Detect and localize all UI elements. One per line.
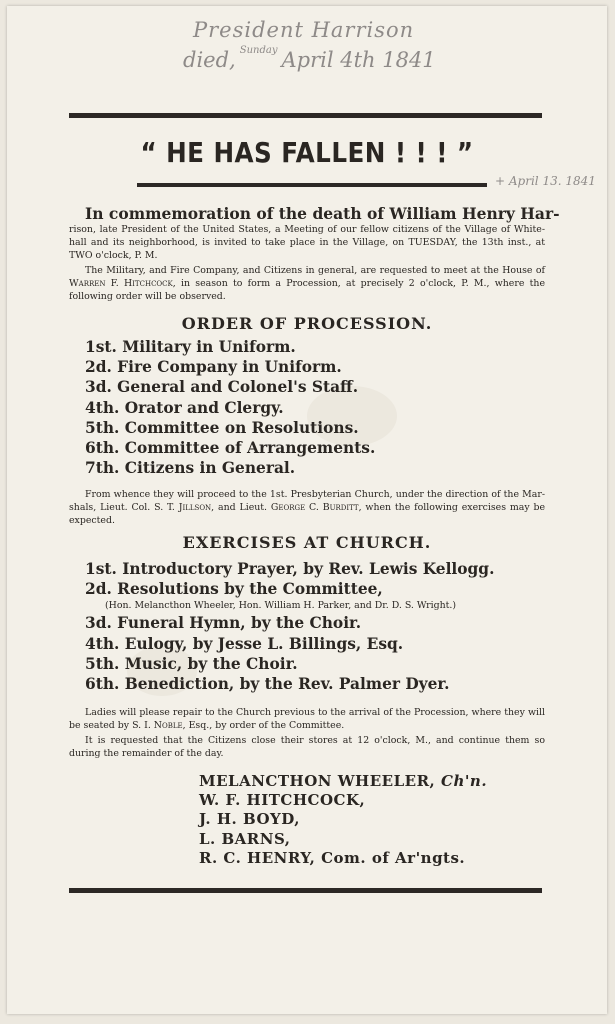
list-item: 1st. Military in Uniform. — [85, 338, 296, 356]
broadside-sheet — [7, 6, 607, 1014]
list-item: 4th. Orator and Clergy. — [85, 398, 284, 417]
church-direction-paragraph: From whence they will proceed to the 1st. Presbyterian Church, under the direction of the Mar-shals, Lieut. Col. S. T. Jillson, and Lieut. George C. Burditt, when the following exercises may be expected. — [69, 489, 546, 526]
list-item: 2d. Fire Company in Uniform. — [85, 358, 342, 377]
signer: R. C. HENRY, Com. of Ar'ngts. — [199, 848, 466, 867]
list-item: 5th. Committee on Resolutions. — [85, 418, 359, 437]
signer: W. F. HITCHCOCK, — [199, 791, 366, 810]
intro-heading: In commemoration of the death of William Henry Har- — [85, 204, 560, 223]
stores-notice: It is requested that the Citizens close their stores at 12 o'clock, M., and continue them so during the remainder of the day. — [69, 735, 545, 759]
intro-paragraph: rison, late President of the United States, a Meeting of our fellow citizens of the Village of White-hall and its neighborhood, is invited to take place in the Village, on TUESDAY, the 13th inst., at TWO o'clock, P. M. — [69, 224, 545, 261]
list-item: 3d. General and Colonel's Staff. — [85, 378, 359, 397]
procession-list — [85, 337, 565, 478]
list-item: 6th. Committee of Arrangements. — [85, 438, 376, 457]
exercises-list — [85, 559, 565, 694]
list-item: 5th. Music, by the Choir. — [85, 654, 298, 673]
handwritten-margin-note: + April 13. 1841 — [495, 174, 596, 188]
signer-chairman: MELANCTHON WHEELER, Ch'n. — [199, 772, 488, 790]
committee-note: (Hon. Melancthon Wheeler, Hon. William H. Parker, and Dr. D. S. Wright.) — [105, 600, 457, 612]
list-item: 7th. Citizens in General. — [85, 459, 296, 478]
list-item: 3d. Funeral Hymn, by the Choir. — [85, 614, 362, 633]
list-item: 2d. Resolutions by the Committee, — [85, 580, 383, 599]
list-item: 6th. Benediction, by the Rev. Palmer Dyer. — [85, 674, 450, 693]
handwritten-note-date: died, $^{Sunday}$ April 4th 1841 — [183, 45, 436, 72]
exercises-title: EXERCISES AT CHURCH. — [182, 533, 432, 552]
list-item: 1st. Introductory Prayer, by Rev. Lewis Kellogg. — [85, 560, 495, 578]
headline: “ HE HAS FALLEN ! ! ! ” — [140, 136, 474, 169]
ladies-notice: Ladies will please repair to the Church previous to the arrival of the Procession, where they will be seated by S. I. Noble, Esq., by order of the Committee. — [69, 707, 545, 731]
headline-rule — [137, 183, 487, 187]
handwritten-note-title: President Harrison — [193, 18, 415, 42]
signer: L. BARNS, — [199, 829, 291, 848]
signatories — [199, 772, 487, 868]
signer: J. H. BOYD, — [199, 810, 300, 829]
list-item: 4th. Eulogy, by Jesse L. Billings, Esq. — [85, 634, 404, 653]
top-rule — [69, 113, 542, 118]
bottom-rule — [69, 888, 542, 893]
procession-title: ORDER OF PROCESSION. — [181, 314, 433, 333]
assembly-paragraph: The Military, and Fire Company, and Citizens in general, are requested to meet at the House of Warren F. Hitchcock, in season to form a Procession, at precisely 2 o'clock, P. M., where the following order will be observed. — [69, 265, 545, 302]
